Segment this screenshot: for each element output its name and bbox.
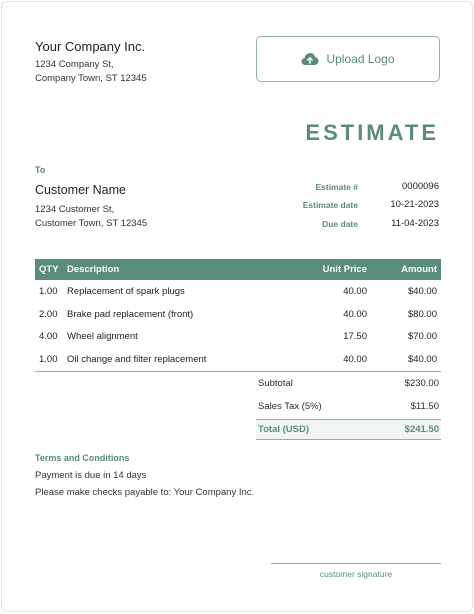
table-row <box>35 280 441 303</box>
sales-tax-row <box>256 401 441 412</box>
row-amount: $70.00 <box>407 331 437 343</box>
sales-tax-label: Sales Tax (5%) <box>258 401 322 412</box>
row-unit-price: 40.00 <box>343 308 367 320</box>
header-description: Description <box>63 259 293 280</box>
terms-line2: Please make checks payable to: Your Company Inc. <box>35 487 255 498</box>
row-description: Oil change and filter replacement <box>63 348 293 371</box>
row-description: Wheel alignment <box>67 331 138 343</box>
terms-line1: Payment is due in 14 days <box>35 470 147 481</box>
subtotal-value: $230.00 <box>404 378 439 389</box>
row-amount: $80.00 <box>407 308 437 320</box>
table-row <box>35 325 441 348</box>
row-description: Replacement of spark plugs <box>67 285 185 297</box>
signature-line <box>271 563 441 564</box>
grand-total-label: Total (USD) <box>258 424 310 435</box>
terms-title: Terms and Conditions <box>35 453 130 463</box>
upload-logo-button[interactable] <box>256 36 440 82</box>
sender-address-line2: Company Town, ST 12345 <box>35 73 147 84</box>
row-unit-price: 17.50 <box>343 331 367 343</box>
customer-address-line1: 1234 Customer St, <box>35 204 115 215</box>
due-date-value: 11-04-2023 <box>391 218 439 229</box>
grand-total-value: $241.50 <box>404 424 439 435</box>
customer-address-line2: Customer Town, ST 12345 <box>35 218 148 229</box>
grand-total-row <box>256 419 441 440</box>
row-description: Brake pad replacement (front) <box>67 308 194 320</box>
to-label: To <box>35 165 46 175</box>
row-amount: $40.00 <box>407 285 437 297</box>
table-header-row <box>35 259 441 280</box>
signature-label: customer signature <box>319 569 393 579</box>
sender-company-name: Your Company Inc. <box>35 39 146 54</box>
upload-logo-label: Upload Logo <box>326 52 395 66</box>
row-amount: $40.00 <box>371 348 441 371</box>
line-items-table <box>35 259 441 372</box>
row-qty: 1.00 <box>39 285 58 297</box>
row-unit-price: 40.00 <box>293 348 371 371</box>
estimate-date-value: 10-21-2023 <box>390 199 439 210</box>
cloud-upload-icon <box>301 52 319 66</box>
estimate-document <box>1 1 473 612</box>
subtotal-label: Subtotal <box>258 378 293 389</box>
row-unit-price: 40.00 <box>343 285 367 297</box>
document-title: ESTIMATE <box>305 120 439 145</box>
estimate-date-label: Estimate date <box>302 200 358 210</box>
header-qty: QTY <box>35 259 63 280</box>
row-qty: 4.00 <box>39 331 58 343</box>
row-qty: 1.00 <box>35 348 63 371</box>
header-amount: Amount <box>371 259 441 280</box>
estimate-number-label: Estimate # <box>315 182 358 192</box>
estimate-number-value: 0000096 <box>402 181 439 192</box>
sender-address-line1: 1234 Company St, <box>35 59 114 70</box>
header-unit-price: Unit Price <box>293 259 371 280</box>
table-row <box>35 303 441 326</box>
sales-tax-value: $11.50 <box>410 401 439 412</box>
subtotal-row <box>256 378 441 389</box>
customer-name: Customer Name <box>35 183 126 197</box>
row-qty: 2.00 <box>39 308 58 320</box>
due-date-label: Due date <box>322 219 358 229</box>
table-row <box>35 348 441 371</box>
